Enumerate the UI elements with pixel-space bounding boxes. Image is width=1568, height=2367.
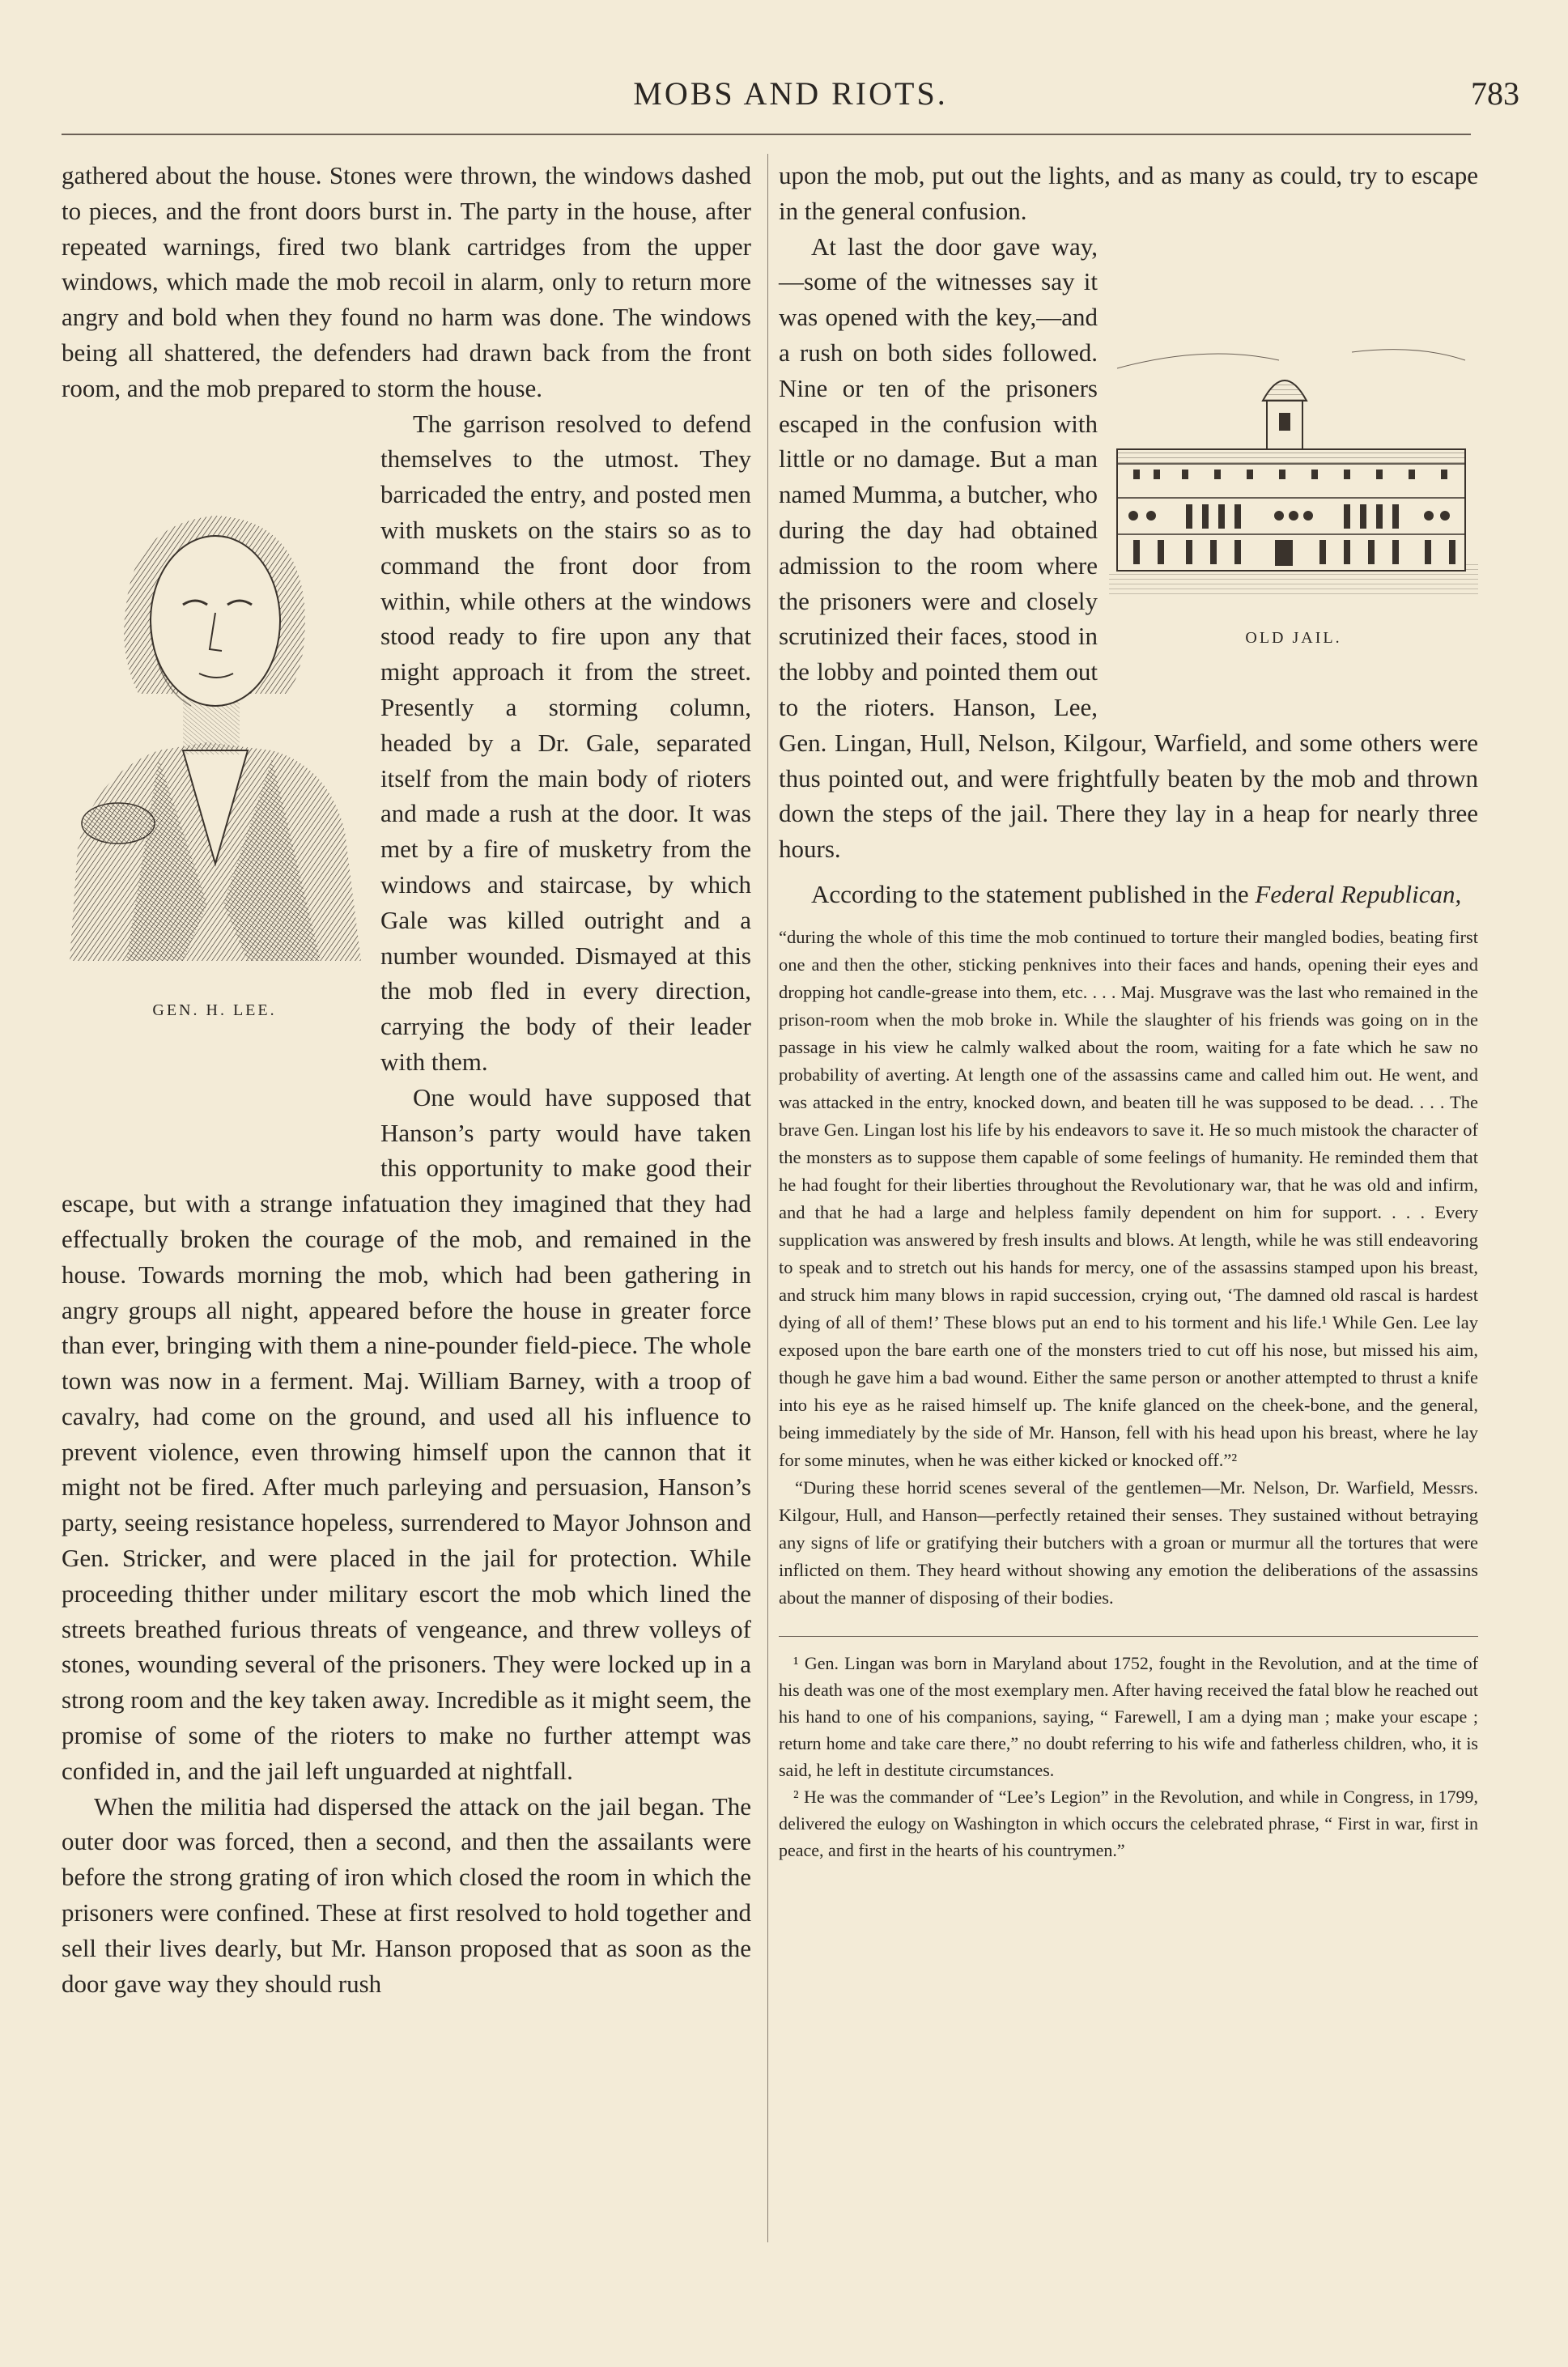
statement-source: Federal Republican, bbox=[1255, 879, 1462, 908]
column-divider bbox=[767, 154, 768, 2242]
portrait-figure bbox=[62, 483, 368, 1155]
statement-intro bbox=[779, 877, 1478, 912]
left-column bbox=[62, 158, 751, 2001]
right-column bbox=[779, 158, 1478, 1863]
right-paragraph-2-wrap bbox=[779, 229, 1478, 867]
left-paragraph-3: One would have supposed that Hanson’s party would have taken this opportunity to make good their escape, but with a strange infatuation they imagined that they had effectually broken the courage of the mob, and remained in the house. Towards morning the mob, which had been gathering in angry groups all night, appeared before the house in greater force than ever, bringing with them a nine-pounder field-piece. The whole town was now in a ferment. Maj. William Barney, with a troop of cavalry, had come on the ground, and used all his influence to prevent violence, even throwing himself upon the cannon that it might not be fired. After much parleying and persuasion, Hanson’s party, seeing resistance hopeless, surrendered to Mayor Johnson and Gen. Stricker, and were placed in the jail for protection. While proceeding thither under military escort the mob which lined the streets breathed furious threats of vengeance, and threw volleys of stones, wounding several of the prisoners. They were locked up in a strong room and the key taken away. Incredible as it might seem, the promise of some of the rioters to make no further attempt was confided in, and the jail left unguarded at nightfall. bbox=[62, 1082, 751, 1785]
portrait-caption: GEN. H. LEE. bbox=[152, 1001, 277, 1019]
quote-paragraph-1: “during the whole of this time the mob continued to torture their mangled bodies, beating first one and then the other, sticking penknives into their faces and hands, opening their eyes and dropping hot candle-grease into them, etc. . . . Maj. Musgrave was the last who remained in the prison-room when the mob broke in. While the slaughter of his friends was going on in the passage in his view he calmly walked about the room, waiting for a fate which he saw no probability of averting. At length one of the assassins came and called him out. He went, and was attacked in the entry, knocked down, and beaten till he was supposed to be dead. . . . The brave Gen. Lingan lost his life by his endeavors to save it. He so much mistook the character of the monsters as to suppose them capable of some feelings of humanity. He reminded them that he had fought for their liberties throughout the Revolutionary war, that he was old and infirm, and that he had a large and helpless family dependent on him for support. . . . Every supplication was answered by fresh insults and blows. At length, while he was still endeavoring to speak and to stretch out his hands for mercy, one of the assassins stamped upon his breast, and struck him many blows in rapid succession, crying out, ‘The damned old rascal is hardest dying of all of them!’ These blows put an end to his torment and his life.¹ While Gen. Lee lay exposed upon the bare earth one of the monsters tried to cut off his nose, but missed his aim, though he gave him a bad wound. Either the same person or another attempted to thrust a knife into his eye as he raised himself up. The knife glanced on the cheek-bone, and the general, being immediately by the side of Mr. Hanson, fell with his head upon his breast, where he lay for some minutes, when he was either kicked or knocked off.”² bbox=[779, 926, 1478, 1470]
jail-caption: OLD JAIL. bbox=[1245, 628, 1342, 647]
right-paragraph-2: At last the door gave way,—some of the witnesses say it was opened with the key,—and a rush on both sides followed. Nine or ten of the prisoners escaped in the confusion with little or no damage. But a man named Mumma, a butcher, who during the day had obtained admission to the room where the prisoners were and closely scrutinized their faces, stood in the lobby and pointed them out to the rioters. Hanson, Lee, Gen. Lingan, Hull, Nelson, Kilgour, Warfield, and some others were thus pointed out, and were frightfully beaten by the mob and thrown down the steps of the jail. There they lay in a heap for nearly three hours. bbox=[779, 232, 1478, 864]
right-paragraph-1: upon the mob, put out the lights, and as many as could, try to escape in the general confusion. bbox=[779, 161, 1478, 225]
footnote-1: ¹ Gen. Lingan was born in Maryland about 1752, fought in the Revolution, and at the time of his death was one of the most exemplary men. After having received the fatal blow he reached out his hand to one of his companions, saying, “ Farewell, I am a dying man ; make your escape ; return home and take care there,” no doubt referring to his wife and fatherless children, who, it is said, he left in destitute circumstances. bbox=[779, 1652, 1478, 1780]
left-paragraph-2: The garrison resolved to defend themselves to the utmost. They barricaded the entry, and posted men with muskets on the stairs so as to command the front door from within, while others at the windows stood ready to fire upon any that might approach it from the street. Presently a storming column, headed by a Dr. Gale, separated itself from the main body of rioters and made a rush at the door. It was met by a fire of musketry from the windows and staircase, by which Gale was killed outright and a number wounded. Dismayed at this the mob fled in every direction, carrying the body of their leader with them. bbox=[380, 409, 751, 1076]
portrait-gen-lee-illustration bbox=[62, 483, 368, 961]
left-paragraph-1: gathered about the house. Stones were thrown, the windows dashed to pieces, and the front doors burst in. The party in the house, after repeated warnings, fired two blank cartridges from the upper windows, which made the mob recoil in alarm, only to return more angry and bold when they found no harm was done. The windows being all shattered, the defenders had drawn back from the front room, and the mob prepared to storm the house. bbox=[62, 161, 751, 402]
left-paragraph-4: When the militia had dispersed the attack on the jail began. The outer door was forced, then a second, and then the assailants were before the strong grating of iron which closed the room in which the prisoners were confined. These at first resolved to hold together and sell their lives dearly, but Mr. Hanson proposed that as soon as the door gave way they should rush bbox=[62, 1791, 751, 1998]
running-title: MOBS AND RIOTS. bbox=[633, 75, 948, 112]
footnote-rule bbox=[779, 1636, 1478, 1637]
left-paragraph-2-wrap bbox=[62, 406, 751, 1080]
header-rule bbox=[62, 134, 1471, 135]
old-jail-illustration bbox=[1109, 336, 1478, 595]
running-head bbox=[62, 74, 1519, 123]
statement-intro-text: According to the statement published in the bbox=[811, 879, 1249, 908]
footnote-2: ² He was the commander of “Lee’s Legion” in the Revolution, and while in Congress, in 1799, delivered the eulogy on Washington in which occurs the celebrated phrase, “ First in war, first in peace, and first in the hearts of his countrymen.” bbox=[779, 1786, 1478, 1860]
page-number: 783 bbox=[1471, 75, 1519, 112]
jail-figure bbox=[1109, 336, 1478, 699]
quote-paragraph-2: “During these horrid scenes several of the gentlemen—Mr. Nelson, Dr. Warfield, Messrs. Kilgour, Hull, and Hanson—perfectly retained their senses. They sustained without betraying any signs of life or gratifying their butchers with a groan or murmur all the tortures that were inflicted on them. They heard without showing any emotion the deliberations of the assassins about the manner of disposing of their bodies. bbox=[779, 1477, 1478, 1608]
